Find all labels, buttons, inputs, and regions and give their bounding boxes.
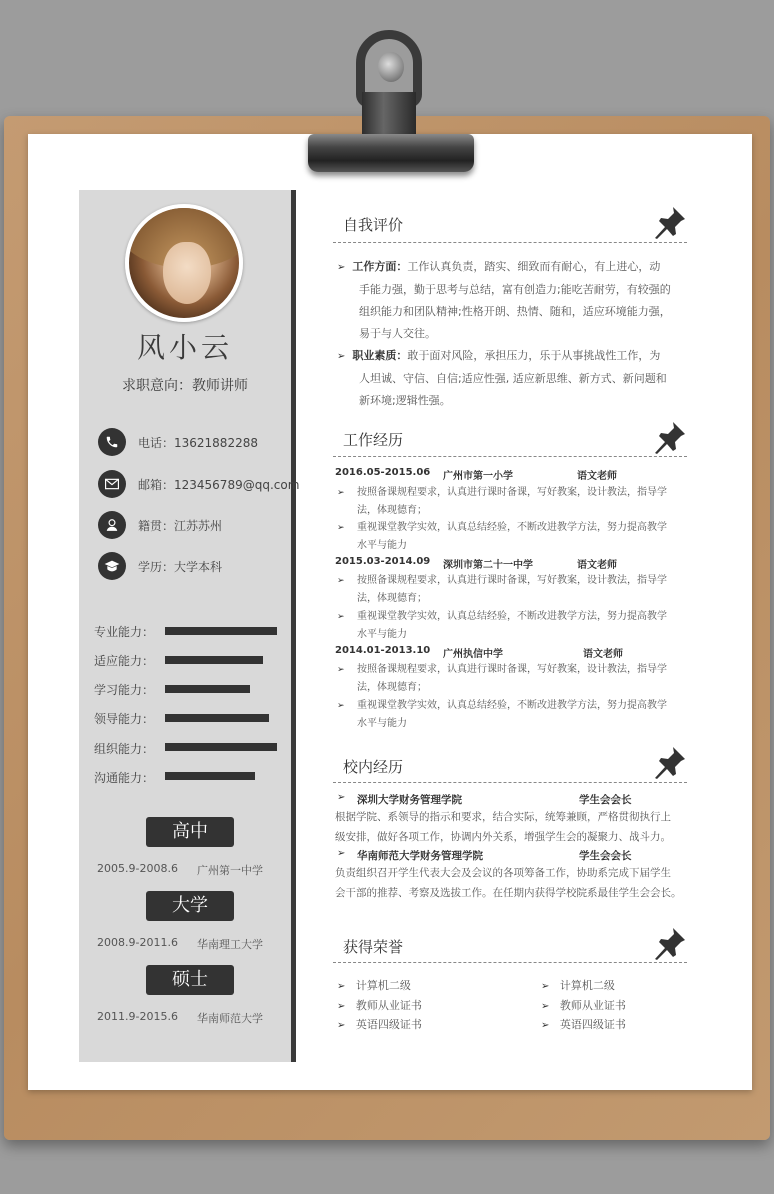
campus-org: 深圳大学财务管理学院 (357, 794, 462, 806)
honor-text: 计算机二级 (559, 979, 615, 992)
contact-hometown (98, 511, 222, 539)
pushpin-icon (651, 745, 687, 781)
job-role: 语文老师 (577, 560, 617, 571)
work-line: 易于与人交往。 (359, 327, 436, 340)
campus-line: 会干部的推荐、考察及选拔工作。在任期内获得学校院系最佳学生会会长。 (335, 887, 682, 899)
work-line: 手能力强，勤于思考与总结，富有创造力;能吃苦耐劳，有较强的 (359, 283, 671, 296)
campus-desc (335, 863, 685, 903)
contact-email (98, 470, 299, 498)
job-role: 语文老师 (583, 649, 623, 660)
pushpin-icon (651, 926, 687, 962)
job-org: 深圳市第二十一中学 (443, 560, 533, 571)
campus-line: 根据学院、系领导的指示和要求，结合实际，统筹兼顾，严格贯彻执行上 (335, 811, 671, 823)
honor-item: ➢ 计算机二级 (541, 979, 615, 992)
honor-item: ➢ 计算机二级 (337, 979, 411, 992)
phone-icon (98, 428, 126, 456)
skill-label: 学习能力： (94, 683, 155, 697)
honor-item: ➢ 教师从业证书 (541, 999, 626, 1012)
contact-degree-text: 学历：大学本科 (138, 559, 223, 574)
campus-role: 学生会会长 (579, 850, 632, 862)
avatar (125, 204, 243, 322)
section-title-self-eval: 自我评价 (343, 216, 404, 234)
job-duty-line: 按照备课规程要求，认真进行课时备课，写好教案，设计教法，指导学 (357, 487, 667, 498)
job-duty: ➢ 重视课堂教学实效，认真总结经验，不断改进教学方法，努力提高教学 水平与能力 (337, 519, 682, 555)
binder-clip-rivet (378, 52, 404, 82)
contact-degree (98, 552, 222, 580)
edu-school: 广州第一中学 (197, 864, 263, 877)
job-duty-line: 法，体现德育； (357, 593, 427, 604)
edu-level-badge: 大学 (146, 891, 234, 921)
honor-item: ➢ 英语四级证书 (541, 1018, 626, 1031)
skill-label: 适应能力： (94, 654, 155, 668)
skill-bar (165, 656, 263, 664)
job-duty-line: 重视课堂教学实效，认真总结经验，不断改进教学方法，努力提高教学 (357, 611, 667, 622)
work-line: 组织能力和团队精神;性格开朗、热情、随和，适应环境能力强， (359, 305, 671, 318)
graduation-cap-icon (98, 552, 126, 580)
skill-label: 组织能力： (94, 742, 155, 756)
edu-school: 华南师范大学 (197, 1012, 263, 1025)
self-eval-work: ➢ 工作方面：工作认真负责，踏实、细致而有耐心，有上进心，动 手能力强，勤于思考与总结，富有创造力;能吃苦耐劳，有较强的 组织能力和团队精神;性格开朗、热情、随和，适应环境能力强， 易于与人交往。 ➢ 职业素质：敢于面对风险，承担压力，乐于从事挑战性工作，为 人坦诚、守信、自信;适应性强, 适应新思维、新方式、新问题和 新环境;逻辑性强。 (337, 256, 687, 412)
job-duty: ➢ 按照备课规程要求，认真进行课时备课，写好教案，设计教法，指导学 法，体现德育； (337, 572, 682, 608)
quality-line: 敢于面对风险，承担压力，乐于从事挑战性工作，为 (407, 349, 661, 362)
quality-line: 新环境;逻辑性强。 (359, 394, 451, 407)
edu-school: 华南理工大学 (197, 938, 263, 951)
job-duty: ➢ 重视课堂教学实效，认真总结经验，不断改进教学方法，努力提高教学 水平与能力 (337, 697, 682, 733)
job-duty-line: 水平与能力 (357, 629, 407, 640)
edu-period: 2011.9-2015.6 (97, 1010, 178, 1023)
edu-entry (97, 1010, 277, 1026)
job-duty-line: 按照备课规程要求，认真进行课时备课，写好教案，设计教法，指导学 (357, 575, 667, 586)
job-duty-line: 法，体现德育； (357, 682, 427, 693)
edu-entry (97, 936, 277, 952)
work-label: 工作方面： (352, 260, 408, 273)
job-duty-line: 水平与能力 (357, 540, 407, 551)
job-role: 语文老师 (577, 471, 617, 482)
skill-label: 专业能力： (94, 625, 155, 639)
sidebar-divider (291, 190, 296, 1062)
skill-label: 沟通能力： (94, 771, 155, 785)
campus-line: 级安排，做好各项工作，协调内外关系，增强学生会的凝聚力、战斗力。 (335, 831, 671, 843)
pushpin-icon (651, 420, 687, 456)
honor-text: 教师从业证书 (355, 999, 422, 1012)
job-duty-line: 法，体现德育； (357, 505, 427, 516)
skill-bar (165, 627, 277, 635)
job-duty-line: 按照备课规程要求，认真进行课时备课，写好教案，设计教法，指导学 (357, 664, 667, 675)
section-divider (333, 456, 687, 457)
job-period: 2015.03-2014.09 (335, 556, 431, 567)
work-line: 工作认真负责，踏实、细致而有耐心，有上进心，动 (407, 260, 661, 273)
campus-desc (335, 807, 685, 847)
job-duty-line: 水平与能力 (357, 718, 407, 729)
job-org: 广州执信中学 (443, 649, 503, 660)
section-divider (333, 242, 687, 243)
avatar-face (163, 242, 211, 304)
binder-clip-neck (362, 92, 416, 138)
section-title-honors: 获得荣誉 (343, 938, 404, 956)
job-org: 广州市第一小学 (443, 471, 513, 482)
contact-phone-text: 电话：13621882288 (138, 435, 258, 450)
candidate-name: 风小云 (136, 331, 233, 364)
contact-phone (98, 428, 258, 456)
section-divider (333, 782, 687, 783)
skill-bar (165, 714, 269, 722)
person-icon (98, 511, 126, 539)
skill-bar (165, 743, 277, 751)
honor-text: 英语四级证书 (559, 1018, 626, 1031)
honor-item: ➢ 英语四级证书 (337, 1018, 422, 1031)
section-title-campus: 校内经历 (343, 758, 404, 776)
section-title-work: 工作经历 (343, 431, 404, 449)
honor-text: 英语四级证书 (355, 1018, 422, 1031)
mail-icon (98, 470, 126, 498)
edu-level-badge: 高中 (146, 817, 234, 847)
campus-line: 负责组织召开学生代表大会及会议的各项筹备工作，协助系完成下届学生 (335, 867, 671, 879)
job-intent: 求职意向：教师讲师 (122, 378, 248, 394)
skill-bar (165, 685, 250, 693)
campus-role: 学生会会长 (579, 794, 632, 806)
binder-clip-base (308, 134, 474, 172)
honor-text: 计算机二级 (355, 979, 411, 992)
edu-period: 2005.9-2008.6 (97, 862, 178, 875)
job-duty-line: 重视课堂教学实效，认真总结经验，不断改进教学方法，努力提高教学 (357, 522, 667, 533)
honor-text: 教师从业证书 (559, 999, 626, 1012)
job-period: 2014.01-2013.10 (335, 645, 431, 656)
job-duty-line: 重视课堂教学实效，认真总结经验，不断改进教学方法，努力提高教学 (357, 700, 667, 711)
honor-item: ➢ 教师从业证书 (337, 999, 422, 1012)
contact-hometown-text: 籍贯：江苏苏州 (138, 518, 223, 533)
edu-level-badge: 硕士 (146, 965, 234, 995)
quality-label: 职业素质： (352, 349, 408, 362)
skill-label: 领导能力： (94, 712, 155, 726)
job-duty: ➢ 按照备课规程要求，认真进行课时备课，写好教案，设计教法，指导学 法，体现德育； (337, 484, 682, 520)
skill-bar (165, 772, 255, 780)
pushpin-icon (651, 205, 687, 241)
contact-email-text: 邮箱：123456789@qq.com (138, 477, 300, 492)
edu-entry (97, 862, 277, 878)
edu-period: 2008.9-2011.6 (97, 936, 178, 949)
job-period: 2016.05-2015.06 (335, 467, 431, 478)
section-divider (333, 962, 687, 963)
quality-line: 人坦诚、守信、自信;适应性强, 适应新思维、新方式、新问题和 (359, 372, 667, 385)
job-duty: ➢ 重视课堂教学实效，认真总结经验，不断改进教学方法，努力提高教学 水平与能力 (337, 608, 682, 644)
campus-org: 华南师范大学财务管理学院 (357, 850, 483, 862)
job-duty: ➢ 按照备课规程要求，认真进行课时备课，写好教案，设计教法，指导学 法，体现德育； (337, 661, 682, 697)
